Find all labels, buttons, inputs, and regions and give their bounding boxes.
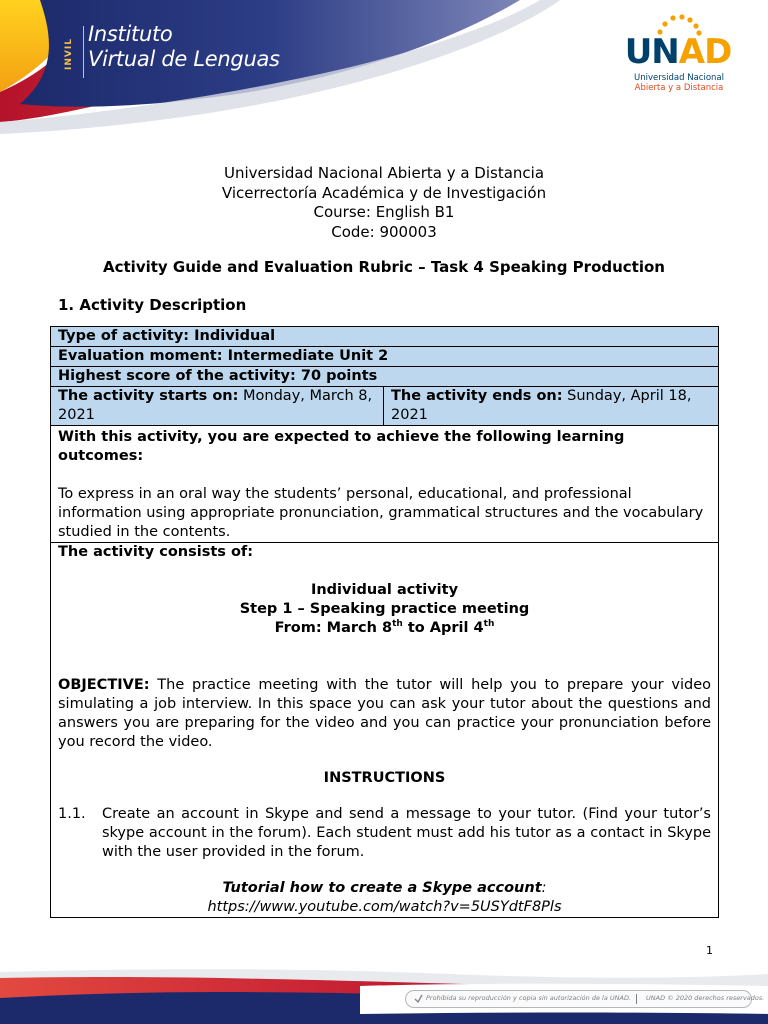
instruction-text: Create an account in Skype and send a message to your tutor. (Find your tutor’s skype account in the forum). Each student must add his tutor as a contact in Skype with the user provided in the forum. [102,806,711,860]
learning-outcomes-text: To express in an oral way the students’ personal, educational, and professional information using appropriate pronunciation, grammatical structures and the vocabulary studied in the contents. [58,486,704,540]
objective-paragraph [58,676,711,752]
table-row [51,367,719,387]
end-date-cell [384,387,719,426]
check-icon [414,994,423,1004]
logo-subtitle-1: Universidad Nacional [634,73,724,83]
table-row [51,543,719,918]
activity-description-table [50,326,719,918]
objective-label: OBJECTIVE: [58,677,150,693]
step-dates: From: March 8th to April 4th [274,619,495,636]
page-footer [0,968,768,1024]
start-date-cell [51,387,384,426]
unad-logo [604,14,754,94]
section-heading: 1. Activity Description [58,296,247,314]
document-titles [0,164,768,242]
table-row [51,347,719,367]
start-date-label: The activity starts on: [58,388,239,404]
instruction-number: 1.1. [58,806,86,822]
course-code: Code: 900003 [331,222,437,241]
footer-copyright: UNAD © 2020 derechos reservados. [646,994,765,1002]
tutorial-link[interactable]: https://www.youtube.com/watch?v=5USYdtF8Pls [207,899,562,915]
footer-notice-pill [405,990,765,1008]
objective-text: The practice meeting with the tutor will help you to prepare your video simulating a job interview. In this space you can ask your tutor about the questions and answers you are preparing for the video and you can practice your pronunciation before you record the video. [58,677,711,750]
tutorial-block: Tutorial how to create a Skype account: https://www.youtube.com/watch?v=5USYdtF8Pls [58,879,711,917]
table-row [51,387,719,426]
highest-score-cell: Highest score of the activity: 70 points [51,367,719,387]
page-number: 1 [706,944,713,957]
instructions-heading: INSTRUCTIONS [323,770,446,786]
step-title: Step 1 – Speaking practice meeting [239,601,530,617]
consists-heading: The activity consists of: [58,544,254,560]
course-name: Course: English B1 [313,203,455,221]
university-name: Universidad Nacional Abierta y a Distancia [223,164,545,182]
brand-line-2: Virtual de Lenguas [88,47,280,71]
learning-outcomes-heading: With this activity, you are expected to achieve the following learning outcomes: [58,429,625,464]
brand-line-1: Instituto [88,22,173,46]
individual-activity-title: Individual activity [310,582,459,598]
table-row [51,327,719,347]
logo-wordmark: UNAD [624,32,732,72]
footer-separator [636,994,637,1004]
end-date-label: The activity ends on: [391,388,563,404]
activity-consists-cell [51,543,719,918]
document-heading: Activity Guide and Evaluation Rubric – Task 4 Speaking Production [103,258,665,276]
instruction-item [58,805,711,862]
end-date-value: Sunday, April 18, 2021 [391,388,692,423]
vicerrectoria-name: Vicerrectoría Académica y de Investigación [221,183,547,202]
institute-brand [64,22,280,72]
footer-notice-text: Prohibida su reproducción y copia sin autorización de la UNAD. [426,994,632,1002]
tutorial-title: Tutorial how to create a Skype account [222,880,542,896]
start-date-value: Monday, March 8, 2021 [58,388,373,423]
evaluation-moment-cell: Evaluation moment: Intermediate Unit 2 [51,347,719,367]
logo-subtitle-2: Abierta y a Distancia [634,83,724,93]
page-header [0,0,768,140]
learning-outcomes-cell [51,426,719,543]
type-of-activity-cell: Type of activity: Individual [51,327,719,347]
table-row [51,426,719,543]
invil-vertical-label: INVIL [64,38,74,70]
